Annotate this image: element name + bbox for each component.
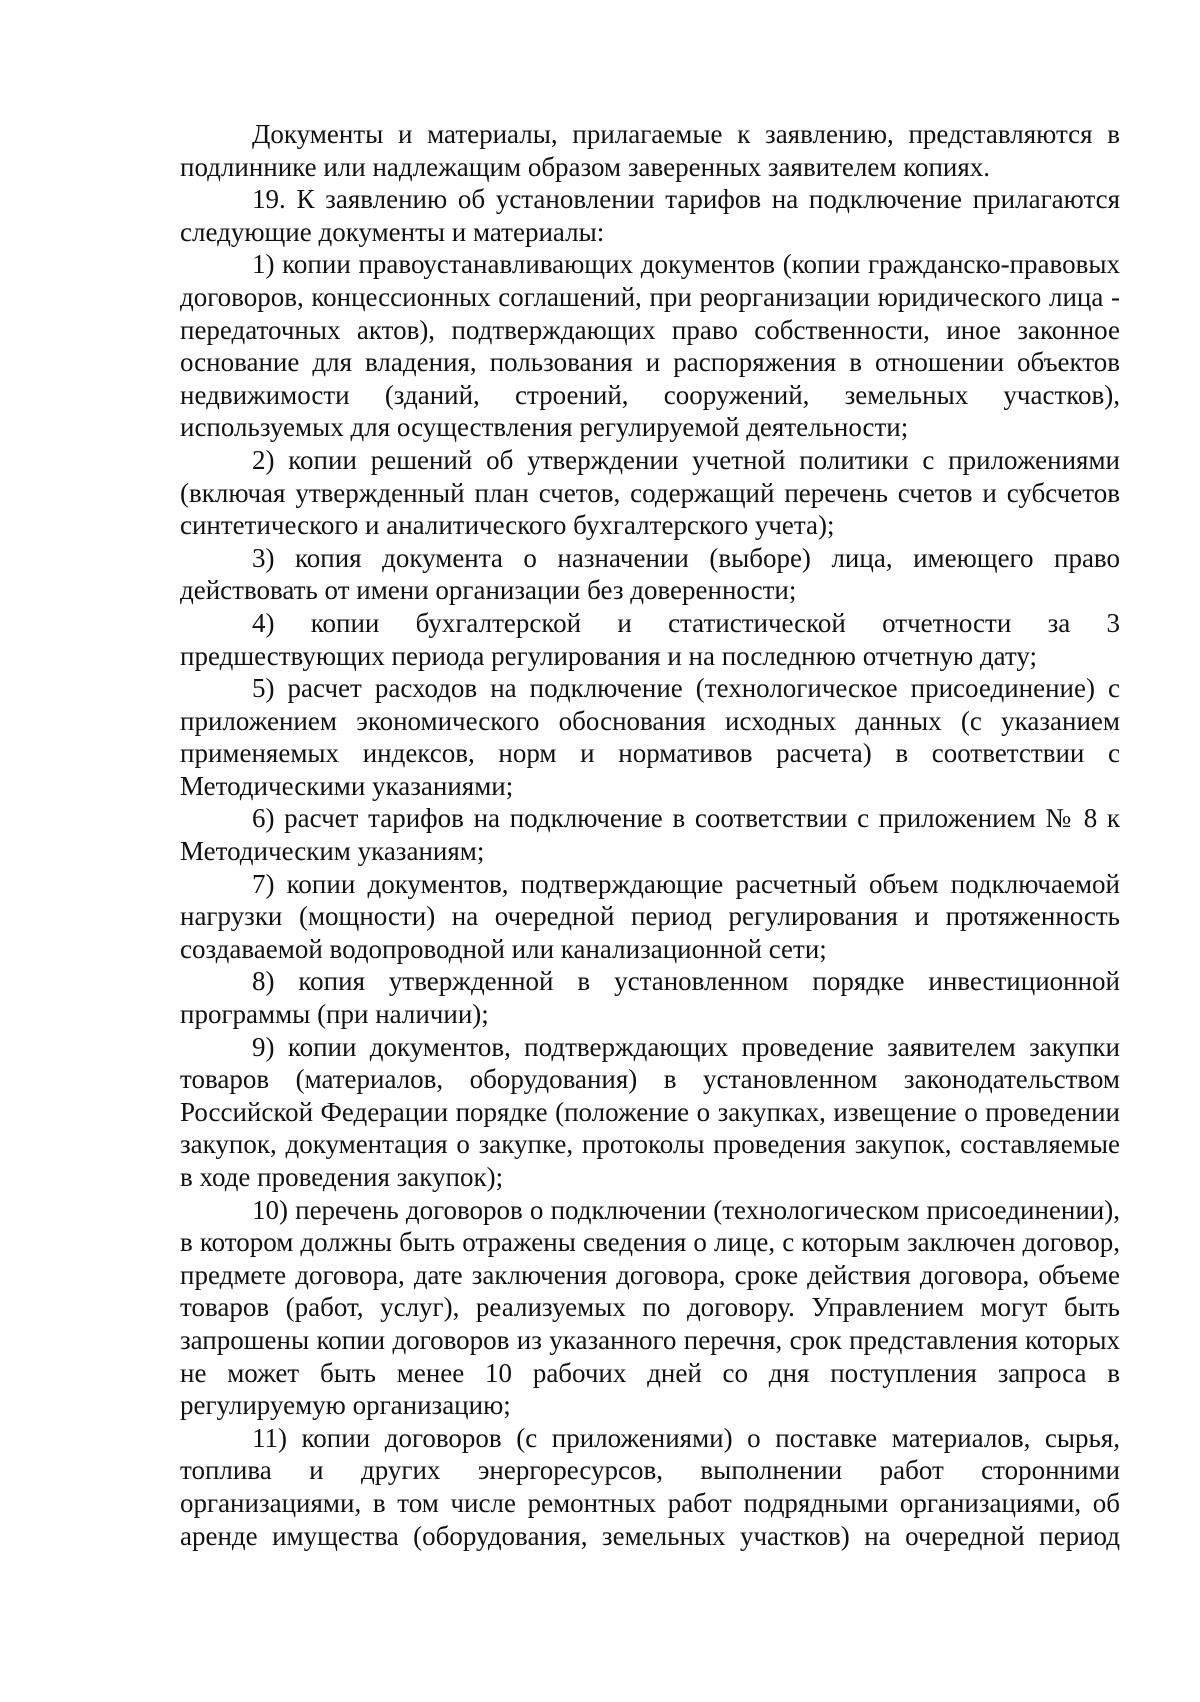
paragraph-item-5: 5) расчет расходов на подключение (технологическое присоединение) с приложением экономического обоснования исходных данных (с указанием применяемых индексов, норм и нормативов расчета) в соответствии с Методическими указаниями; [180, 673, 1120, 801]
paragraph-item-2: 2) копии решений об утверждении учетной политики с приложениями (включая утвержденный план счетов, содержащий перечень счетов и субсчетов синтетического и аналитического бухгалтерского учета); [180, 444, 1120, 541]
document-body [180, 118, 1120, 1552]
paragraph-item-3: 3) копия документа о назначении (выборе) лица, имеющего право действовать от имени организации без доверенности; [180, 542, 1120, 606]
paragraph-item-11: 11) копии договоров (с приложениями) о поставке материалов, сырья, топлива и других энергоресурсов, выполнении работ сторонними организациями, в том числе ремонтных работ подрядными организациями, об аренде имущества (оборудования, земельных участков) на очередной период [180, 1422, 1120, 1551]
paragraph-item-8: 8) копия утвержденной в установленном порядке инвестиционной программы (при наличии); [180, 966, 1120, 1030]
paragraph-clause-19: 19. К заявлению об установлении тарифов на подключение прилагаются следующие документы и материалы: [180, 184, 1120, 247]
paragraph-item-6: 6) расчет тарифов на подключение в соответствии с приложением № 8 к Методическим указаниям; [180, 803, 1120, 867]
paragraph-documents-originals: Документы и материалы, прилагаемые к заявлению, представляются в подлиннике или надлежащим образом заверенных заявителем копиях. [180, 119, 1120, 182]
paragraph-item-9: 9) копии документов, подтверждающих проведение заявителем закупки товаров (материалов, оборудования) в установленном законодательством Российской Федерации порядке (положение о закупках, извещение о проведении закупок, документация о закупке, протоколы проведения закупок, составляемые в ходе проведения закупок); [180, 1031, 1120, 1192]
paragraph-item-4: 4) копии бухгалтерской и статистической отчетности за 3 предшествующих периода регулирования и на последнюю отчетную дату; [180, 607, 1120, 671]
paragraph-item-10: 10) перечень договоров о подключении (технологическом присоединении), в котором должны быть отражены сведения о лице, с которым заключен договор, предмете договора, дате заключения договора, сроке действия договора, объеме товаров (работ, услуг), реализуемых по договору. Управлением могут быть запрошены копии договоров из указанного перечня, срок представления которых не может быть менее 10 рабочих дней со дня поступления запроса в регулируемую организацию; [180, 1194, 1120, 1421]
paragraph-item-1: 1) копии правоустанавливающих документов (копии гражданско-правовых договоров, концессионных соглашений, при реорганизации юридического лица - передаточных актов), подтверждающих право собственности, иное законное основание для владения, пользования и распоряжения в отношении объектов недвижимости (зданий, строений, сооружений, земельных участков), используемых для осуществления регулируемой деятельности; [180, 249, 1120, 443]
paragraph-item-7: 7) копии документов, подтверждающие расчетный объем подключаемой нагрузки (мощности) на очередной период регулирования и протяженность создаваемой водопроводной или канализационной сети; [180, 868, 1120, 964]
